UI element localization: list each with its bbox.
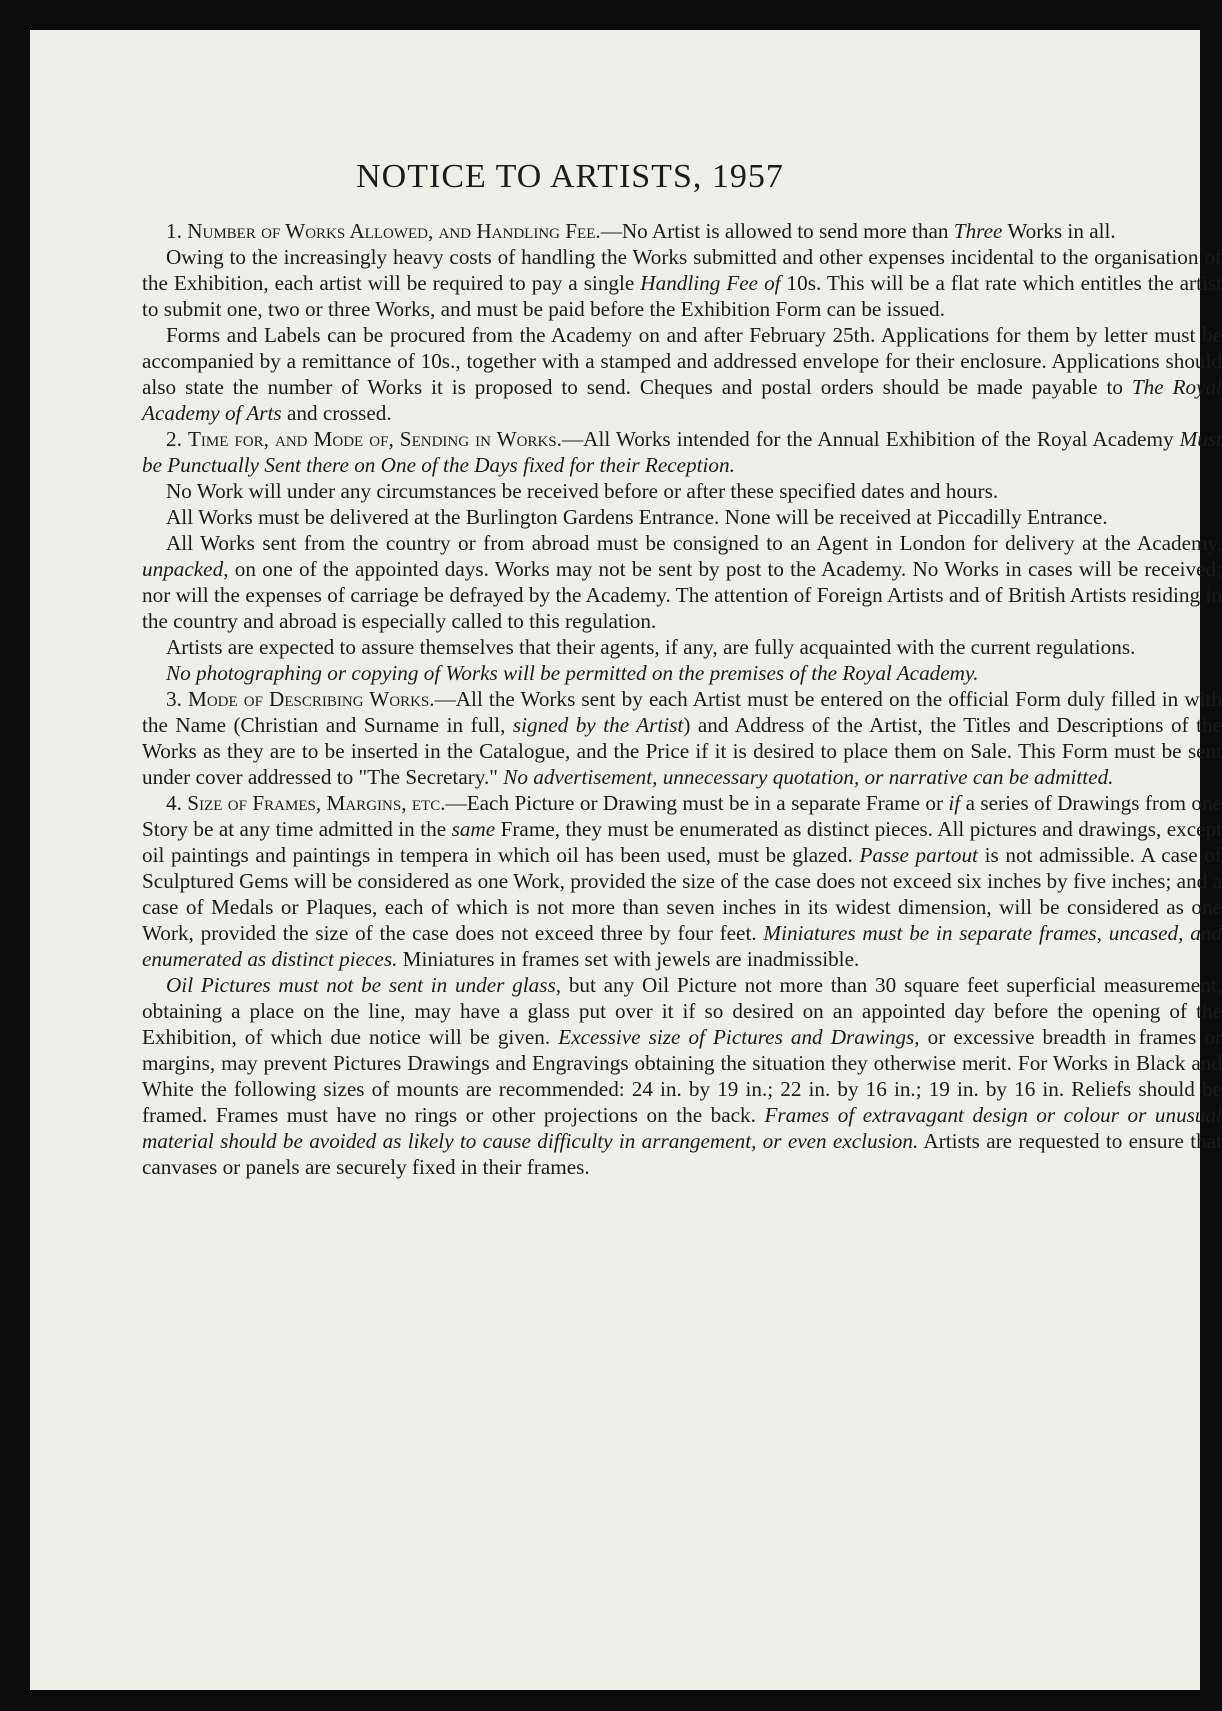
text-run: a series of Drawings from one Story be at any time admitted in the: [142, 791, 1222, 841]
section-heading: Number of Works Allowed, and Handling Fee.: [187, 219, 601, 243]
page-title: NOTICE TO ARTISTS, 1957: [356, 158, 784, 195]
italic-run: Oil Pictures must not be sent in under glass: [166, 973, 556, 997]
text-run: Miniatures in frames set with jewels are inadmissible.: [397, 947, 860, 971]
text-run: —All Works intended for the Annual Exhibition of the Royal Academy: [561, 427, 1180, 451]
text-run: is not admissible. A case of Sculptured Gems will be considered as one Work, provided the size of the case does not exceed six inches by five inches; and a case of Medals or Plaques, each of which is not more than seven inches in its widest dimension, will be considered as one Work, provided the size of the case does not exceed three by four feet.: [142, 843, 1222, 945]
italic-run: Three: [953, 219, 1003, 243]
italic-run: Handling Fee of: [640, 271, 781, 295]
text-run: , but any Oil Picture not more than 30 square feet superficial measurement, obtaining a place on the line, may have a glass put over it if so desired on an appointed day before the opening of the Exhibition, of which due notice will be given.: [142, 973, 1222, 1049]
section-number: 2.: [166, 427, 182, 451]
text-run: —Each Picture or Drawing must be in a separate Frame or: [445, 791, 949, 815]
section-2-paragraph-6: [142, 660, 1222, 686]
section-4-paragraph-1: [142, 790, 1222, 972]
section-2-paragraph-2: No Work will under any circumstances be received before or after these specified dates and hours.: [166, 479, 999, 503]
section-number: 4.: [166, 791, 182, 815]
italic-run: Excessive size of Pictures and Drawings: [558, 1025, 915, 1049]
section-1-paragraph-1: [142, 218, 1222, 244]
section-1-paragraph-3: [142, 322, 1222, 426]
section-number: 1.: [166, 219, 182, 243]
section-2-paragraph-4: [142, 530, 1222, 634]
notice-body: [142, 218, 1222, 1180]
text-run: , or excessive breadth in frames or margins, may prevent Pictures Drawings and Engravings obtaining the situation they otherwise merit. For Works in Black and White the following sizes of mounts are recommended: 24 in. by 19 in.; 22 in. by 16 in.; 19 in. by 16 in. Reliefs should be framed. Frames must have no rings or other projections on the back.: [142, 1025, 1222, 1127]
text-run: 10s. This will be a flat rate which entitles the artist to submit one, two or three Works, and must be paid before the Exhibition Form can be issued.: [142, 271, 1222, 321]
text-run: Works in all.: [1002, 219, 1116, 243]
italic-run: unpacked: [142, 557, 224, 581]
text-run: and crossed.: [281, 401, 392, 425]
text-run: Artists are requested to ensure that canvases or panels are securely fixed in their frames.: [142, 1129, 1222, 1179]
italic-run: if: [948, 791, 961, 815]
section-number: 3.: [166, 687, 182, 711]
section-heading: Time for, and Mode of, Sending in Works.: [187, 427, 562, 451]
italic-run: Miniatures must be in separate frames, uncased, and enumerated as distinct pieces.: [142, 921, 1222, 971]
text-run: All Works sent from the country or from abroad must be consigned to an Agent in London for delivery at the Academy,: [166, 531, 1222, 555]
section-2-paragraph-5: Artists are expected to assure themselves that their agents, if any, are fully acquainted with the current regulations.: [166, 635, 1136, 659]
italic-run: No advertisement, unnecessary quotation, or narrative can be admitted.: [503, 765, 1114, 789]
section-heading: Mode of Describing Works.: [188, 687, 435, 711]
text-run: ) and Address of the Artist, the Titles and Descriptions of the Works as they are to be inserted in the Catalogue, and the Price if it is desired to place them on Sale. This Form must be sent under cover addressed to "The Secretary.": [142, 713, 1222, 789]
section-4-paragraph-2: [142, 972, 1222, 1180]
text-run: Forms and Labels can be procured from the Academy on and after February 25th. Applications for them by letter must be accompanied by a remittance of 10s., together with a stamped and addressed envelope for their enclosure. Applications should also state the number of Works it is proposed to send. Cheques and postal orders should be made payable to: [142, 323, 1222, 399]
italic-run: Frames of extravagant design or colour or unusual material should be avoided as likely to cause difficulty in arrangement, or even exclusion.: [142, 1103, 1222, 1153]
section-3-paragraph-1: [142, 686, 1222, 790]
text-run: , on one of the appointed days. Works may not be sent by post to the Academy. No Works in cases will be received; nor will the expenses of carriage be defrayed by the Academy. The attention of Foreign Artists and of British Artists residing in the country and abroad is especially called to this regulation.: [142, 557, 1222, 633]
italic-run: Passe partout: [859, 843, 978, 867]
section-1-paragraph-2: [142, 244, 1222, 322]
italic-run: signed by the Artist: [512, 713, 684, 737]
italic-run: No photographing or copying of Works will be permitted on the premises of the Royal Academy.: [166, 661, 979, 685]
section-2-paragraph-1: [142, 426, 1222, 478]
italic-run: Must be Punctually Sent there on One of the Days fixed for their Reception.: [142, 427, 1222, 477]
italic-run: The Royal Academy of Arts: [142, 375, 1222, 425]
document-page: [30, 30, 1222, 1690]
section-heading: Size of Frames, Margins, etc.: [187, 791, 446, 815]
section-2-paragraph-3: All Works must be delivered at the Burlington Gardens Entrance. None will be received at Piccadilly Entrance.: [166, 505, 1108, 529]
text-run: Frame, they must be enumerated as distinct pieces. All pictures and drawings, except oil paintings and paintings in tempera in which oil has been used, must be glazed.: [142, 817, 1222, 867]
text-run: Owing to the increasingly heavy costs of handling the Works submitted and other expenses incidental to the organisation of the Exhibition, each artist will be required to pay a single: [142, 245, 1222, 295]
text-run: —No Artist is allowed to send more than: [600, 219, 954, 243]
italic-run: same: [451, 817, 496, 841]
text-run: —All the Works sent by each Artist must be entered on the official Form duly filled in with the Name (Christian and Surname in full,: [142, 687, 1222, 737]
